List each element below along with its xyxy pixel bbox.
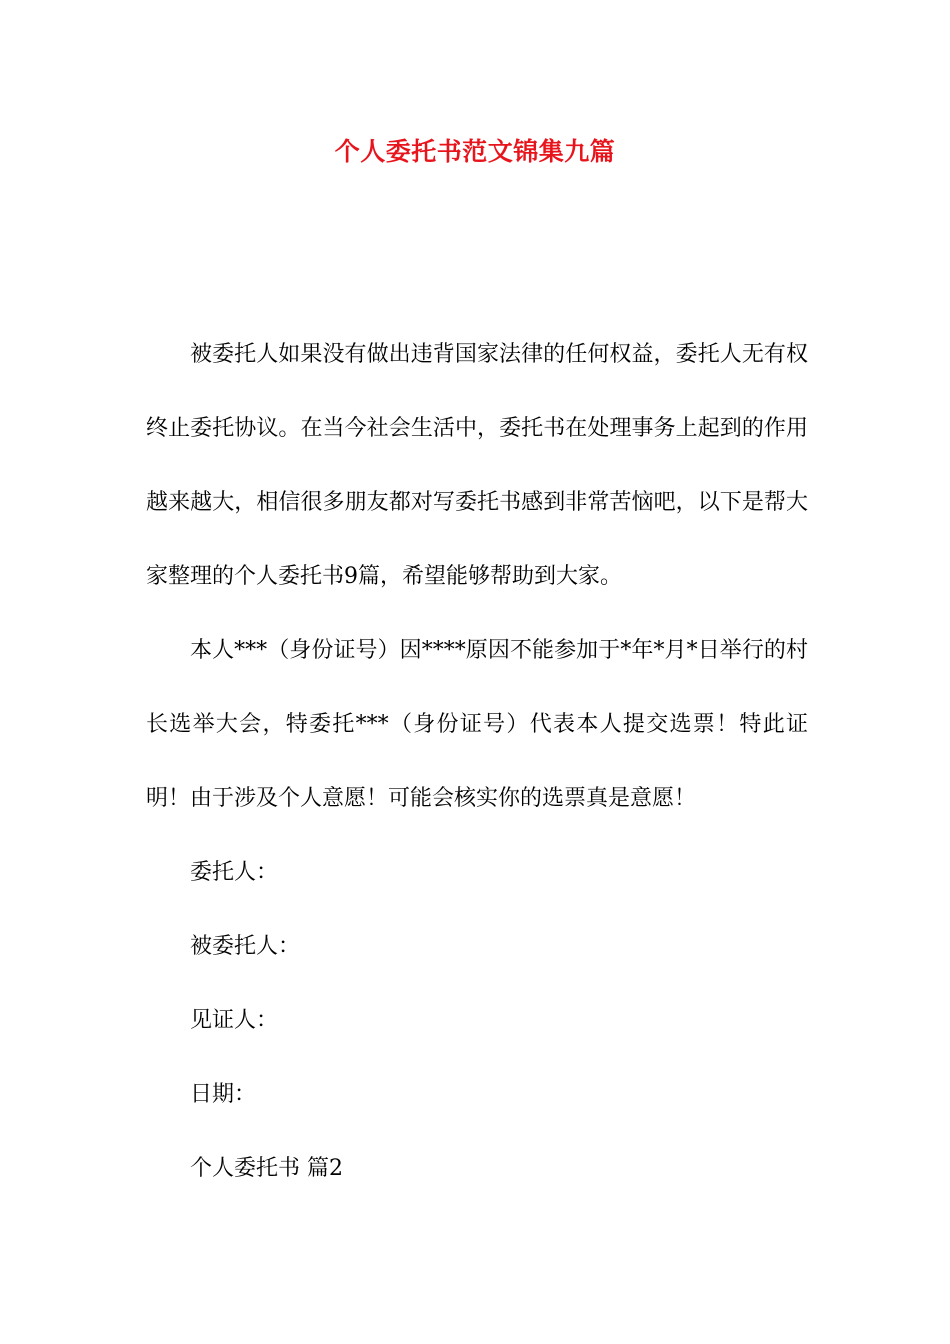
intro-paragraph: 被委托人如果没有做出违背国家法律的任何权益，委托人无有权终止委托协议。在当今社会生活中，委托书在处理事务上起到的作用越来越大，相信很多朋友都对写委托书感到非常苦恼吧，以下是帮大家整理的个人委托书9篇，希望能够帮助到大家。 [146, 342, 808, 589]
delegation-paragraph: 本人***（身份证号）因****原因不能参加于*年*月*日举行的村长选举大会，特委托***（身份证号）代表本人提交选票！特此证明！由于涉及个人意愿！可能会核实你的选票真是意愿！ [146, 638, 808, 811]
document-body [146, 318, 808, 1206]
section-heading-2: 个人委托书 篇2 [190, 1156, 343, 1181]
document-title: 个人委托书范文锦集九篇 [334, 137, 616, 166]
date-field: 日期： [190, 1082, 257, 1107]
agent-field: 被委托人： [190, 934, 301, 959]
principal-field: 委托人： [190, 860, 279, 885]
witness-field: 见证人： [190, 1008, 279, 1033]
